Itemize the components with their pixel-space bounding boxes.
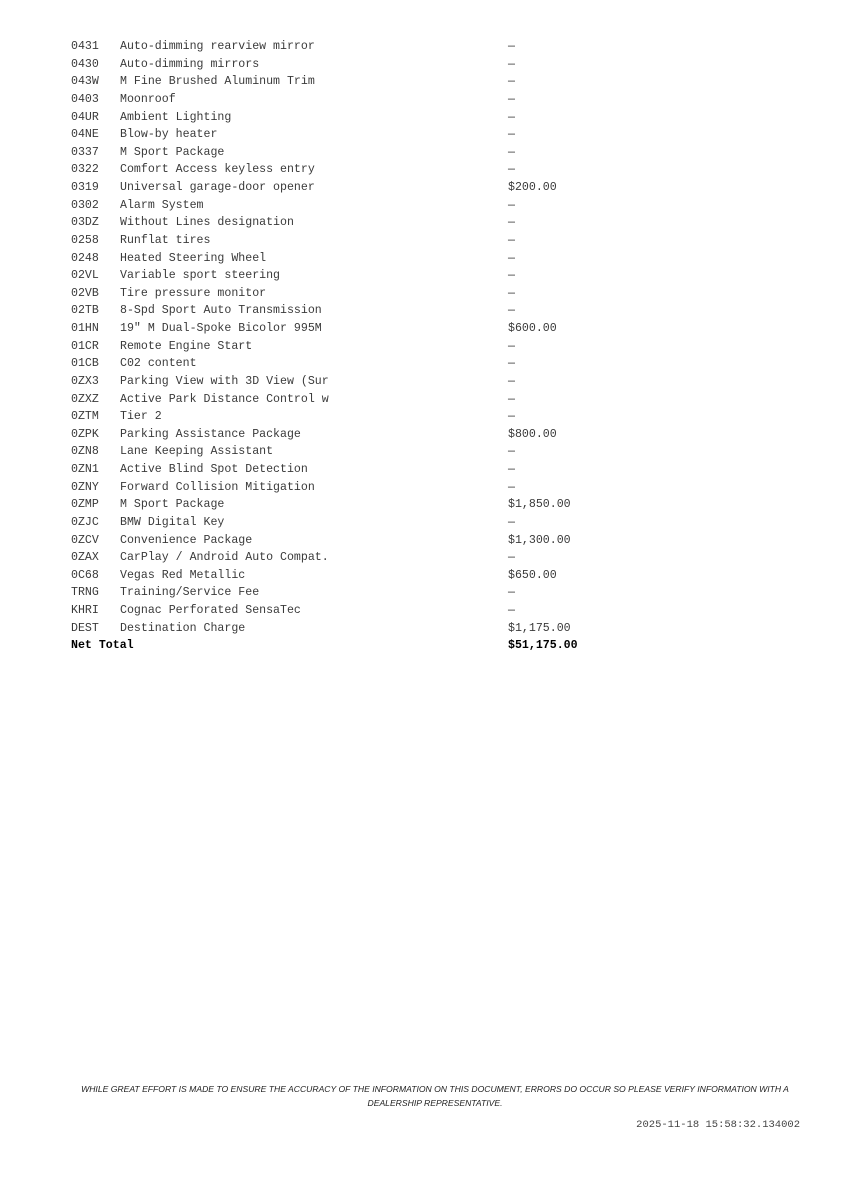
option-price: — xyxy=(508,480,515,494)
option-row xyxy=(71,408,631,426)
option-description: Tier 2 xyxy=(120,410,162,424)
option-description: 8-Spd Sport Auto Transmission xyxy=(120,304,322,318)
disclaimer-line-2: DEALERSHIP REPRESENTATIVE. xyxy=(367,1097,503,1108)
option-row xyxy=(71,549,631,567)
net-total-label: Net Total xyxy=(71,639,134,653)
option-code: 0248 xyxy=(71,251,99,265)
option-row xyxy=(71,443,631,461)
option-price: — xyxy=(508,75,515,89)
option-description: Active Blind Spot Detection xyxy=(120,463,308,476)
option-price: — xyxy=(508,515,515,529)
option-price: — xyxy=(508,410,515,424)
option-description: Parking Assistance Package xyxy=(120,427,301,441)
option-price: — xyxy=(508,110,515,124)
option-row xyxy=(71,285,631,303)
option-code: 01CB xyxy=(71,357,99,371)
option-code: 03DZ xyxy=(71,216,99,230)
option-code: 01HN xyxy=(71,322,99,335)
option-row xyxy=(71,179,631,197)
option-row xyxy=(71,532,631,550)
option-description: Auto-dimming mirrors xyxy=(120,57,260,71)
option-price: — xyxy=(508,445,515,459)
option-row xyxy=(71,426,631,444)
net-total-value: $51,175.00 xyxy=(508,639,578,653)
option-description: C02 content xyxy=(120,357,197,371)
option-description: Ambient Lighting xyxy=(120,110,232,124)
option-price: — xyxy=(508,163,515,177)
option-description: M Sport Package xyxy=(120,498,225,512)
option-row xyxy=(71,338,631,356)
option-description: CarPlay / Android Auto Compat. xyxy=(120,551,329,565)
option-row xyxy=(71,479,631,497)
option-description: M Fine Brushed Aluminum Trim xyxy=(120,75,315,89)
option-row xyxy=(71,355,631,373)
generated-timestamp: 2025-11-18 15:58:32.134002 xyxy=(636,1119,800,1131)
option-code: DEST xyxy=(71,621,99,635)
option-code: 0ZN1 xyxy=(71,463,99,476)
option-description: Remote Engine Start xyxy=(120,339,253,353)
option-price: — xyxy=(508,586,515,600)
option-price: — xyxy=(508,551,515,565)
option-code: 0322 xyxy=(71,163,99,177)
option-code: 0430 xyxy=(71,57,99,71)
option-code: 0319 xyxy=(71,181,99,194)
option-description: Runflat tires xyxy=(120,233,211,247)
option-description: Training/Service Fee xyxy=(120,586,260,600)
option-price: — xyxy=(508,251,515,265)
option-code: 0ZNY xyxy=(71,480,99,494)
option-code: 0302 xyxy=(71,198,99,212)
option-description: Auto-dimming rearview mirror xyxy=(120,40,315,53)
option-description: Universal garage-door opener xyxy=(120,181,315,194)
option-row xyxy=(71,250,631,268)
option-description: 19" M Dual-Spoke Bicolor 995M xyxy=(120,322,322,335)
option-code: 04UR xyxy=(71,110,99,124)
option-price: — xyxy=(508,374,515,388)
option-row xyxy=(71,109,631,127)
option-description: BMW Digital Key xyxy=(120,515,225,529)
option-code: 043W xyxy=(71,75,99,89)
option-description: Alarm System xyxy=(120,198,204,212)
option-row xyxy=(71,602,631,620)
option-row xyxy=(71,496,631,514)
option-code: 0ZPK xyxy=(71,427,99,441)
option-description: M Sport Package xyxy=(120,145,225,159)
option-price: — xyxy=(508,357,515,371)
option-row xyxy=(71,620,631,638)
option-code: 02VB xyxy=(71,286,99,300)
option-description: Variable sport steering xyxy=(120,269,281,283)
option-price: — xyxy=(508,339,515,353)
option-price: — xyxy=(508,57,515,71)
option-price: $1,175.00 xyxy=(508,621,571,635)
option-row xyxy=(71,514,631,532)
option-row xyxy=(71,461,631,479)
option-code: 0ZJC xyxy=(71,515,99,529)
option-price: $600.00 xyxy=(508,322,557,335)
option-row xyxy=(71,91,631,109)
option-row xyxy=(71,214,631,232)
option-price: — xyxy=(508,463,515,476)
option-code: 0337 xyxy=(71,145,99,159)
option-code: 0ZAX xyxy=(71,551,99,565)
option-price: — xyxy=(508,92,515,106)
option-code: 0ZX3 xyxy=(71,374,99,388)
option-code: 0ZCV xyxy=(71,533,99,547)
net-total-row xyxy=(71,637,631,655)
option-row xyxy=(71,161,631,179)
option-description: Lane Keeping Assistant xyxy=(120,445,274,459)
option-price: $1,850.00 xyxy=(508,498,571,512)
option-price: — xyxy=(508,604,515,617)
option-price: — xyxy=(508,286,515,300)
option-description: Forward Collision Mitigation xyxy=(120,480,315,494)
option-code: 0ZN8 xyxy=(71,445,99,459)
option-description: Parking View with 3D View (Sur xyxy=(120,374,329,388)
option-price: — xyxy=(508,145,515,159)
option-description: Tire pressure monitor xyxy=(120,286,267,300)
option-row xyxy=(71,584,631,602)
option-row xyxy=(71,267,631,285)
option-code: 01CR xyxy=(71,339,99,353)
option-description: Cognac Perforated SensaTec xyxy=(120,604,301,617)
option-code: 0C68 xyxy=(71,568,99,582)
option-price: — xyxy=(508,198,515,212)
options-price-list xyxy=(71,38,631,655)
option-code: 04NE xyxy=(71,128,99,142)
option-price: — xyxy=(508,304,515,318)
option-description: Convenience Package xyxy=(120,533,253,547)
option-row xyxy=(71,391,631,409)
option-row xyxy=(71,320,631,338)
option-price: — xyxy=(508,233,515,247)
option-code: 0ZMP xyxy=(71,498,99,512)
option-row xyxy=(71,197,631,215)
option-row xyxy=(71,73,631,91)
option-code: TRNG xyxy=(71,586,99,600)
option-row xyxy=(71,144,631,162)
option-row xyxy=(71,38,631,56)
option-description: Vegas Red Metallic xyxy=(120,568,246,582)
option-row xyxy=(71,567,631,585)
option-row xyxy=(71,373,631,391)
option-description: Destination Charge xyxy=(120,621,246,635)
option-row xyxy=(71,56,631,74)
option-price: — xyxy=(508,40,515,53)
option-description: Comfort Access keyless entry xyxy=(120,163,315,177)
option-description: Active Park Distance Control w xyxy=(120,392,329,406)
option-price: $1,300.00 xyxy=(508,533,571,547)
option-row xyxy=(71,126,631,144)
option-price: $200.00 xyxy=(508,181,557,194)
option-code: 0ZTM xyxy=(71,410,99,424)
option-row xyxy=(71,302,631,320)
option-code: 02TB xyxy=(71,304,99,318)
option-description: Without Lines designation xyxy=(120,216,294,230)
option-price: — xyxy=(508,392,515,406)
option-code: 02VL xyxy=(71,269,99,283)
disclaimer-line-1: WHILE GREAT EFFORT IS MADE TO ENSURE THE ACCURACY OF THE INFORMATION ON THIS DOCUMENT, ERRORS DO OCCUR SO PLEASE VERIFY INFORMATION WITH A xyxy=(81,1084,789,1094)
option-code: 0258 xyxy=(71,233,99,247)
option-price: — xyxy=(508,216,515,230)
option-price: — xyxy=(508,128,515,142)
option-price: — xyxy=(508,269,515,283)
option-code: KHRI xyxy=(71,604,99,617)
option-description: Blow-by heater xyxy=(120,128,218,142)
option-description: Heated Steering Wheel xyxy=(120,251,267,265)
option-price: $800.00 xyxy=(508,427,557,441)
option-code: 0403 xyxy=(71,92,99,106)
option-code: 0431 xyxy=(71,40,99,53)
option-code: 0ZXZ xyxy=(71,392,99,406)
option-description: Moonroof xyxy=(120,92,176,106)
option-price: $650.00 xyxy=(508,568,557,582)
option-row xyxy=(71,232,631,250)
disclaimer-text xyxy=(60,1083,810,1110)
